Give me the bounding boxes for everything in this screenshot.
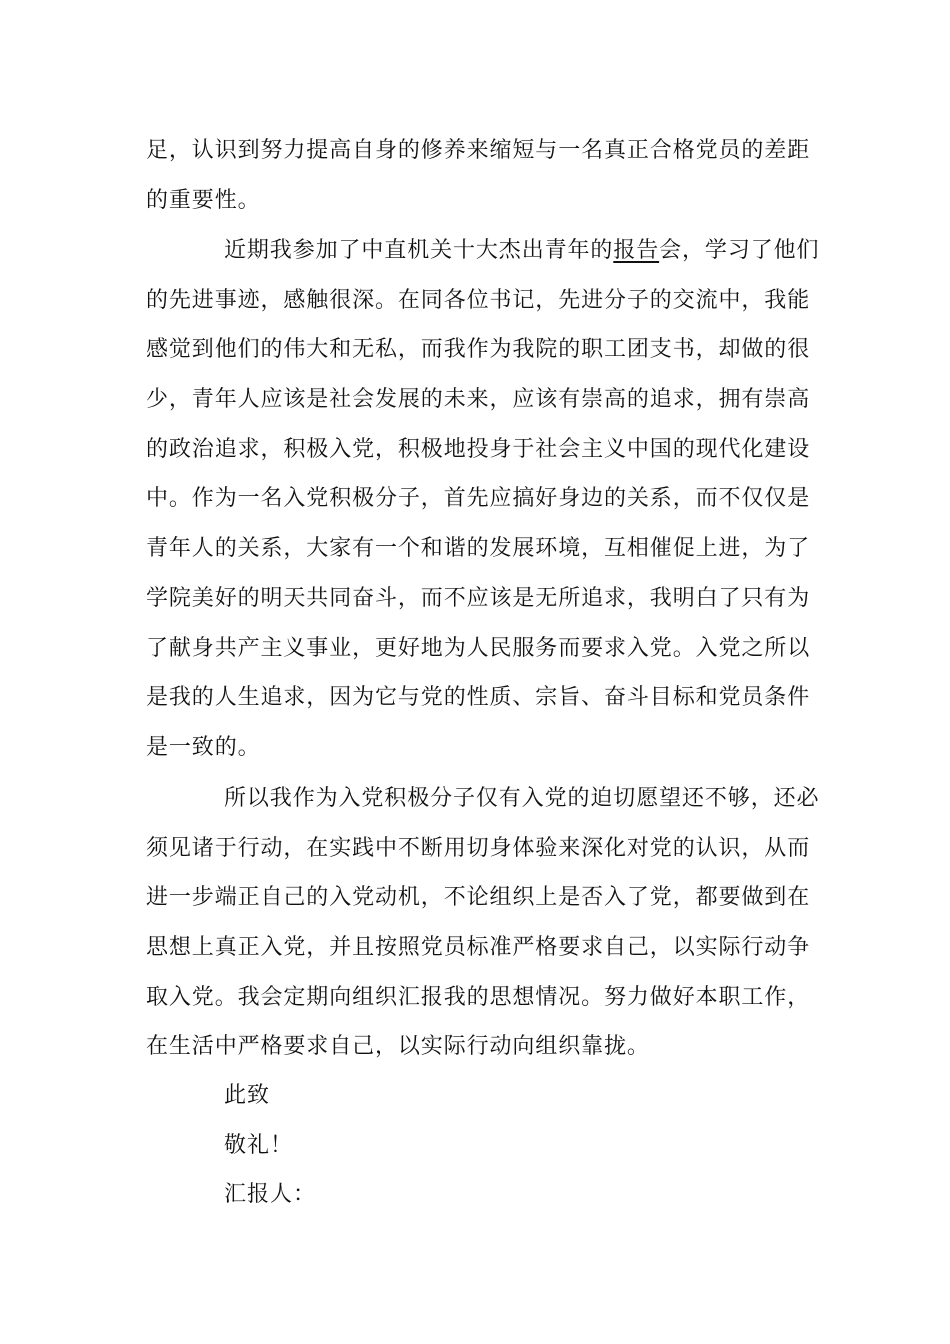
respect-closing: 敬礼！ [224,1132,294,1158]
salutation: 此致 [224,1083,271,1108]
text-line: 的重要性。 [146,187,261,213]
text-line: 取入党。我会定期向组织汇报我的思想情况。努力做好本职工作， [146,984,811,1010]
paragraph-action [146,774,820,1072]
underlined-word: 报告 [613,238,660,263]
text-line: 须见诸于行动，在实践中不断用切身体验来深化对党的认识，从而 [146,835,811,861]
paragraph-continuation [146,126,811,225]
text-segment: 会，学习了他们 [659,238,820,263]
text-segment: 近期我参加了中直机关十大杰出青年的 [224,238,614,263]
reporter-signature-label: 汇报人： [224,1182,317,1208]
text-line: 感觉到他们的伟大和无私，而我作为我院的职工团支书，却做的很 [146,337,811,363]
text-line: 学院美好的明天共同奋斗，而不应该是无所追求，我明白了只有为 [146,585,811,611]
text-line: 思想上真正入党，并且按照党员标准严格要求自己，以实际行动争 [146,935,811,961]
paragraph-report-meeting [146,226,820,773]
text-line: 的先进事迹，感触很深。在同各位书记，先进分子的交流中，我能 [146,287,811,313]
letter-closing [224,1071,316,1220]
text-line: 青年人的关系，大家有一个和谐的发展环境，互相催促上进，为了 [146,536,811,562]
text-line: 少，青年人应该是社会发展的未来，应该有崇高的追求，拥有崇高 [146,387,811,413]
text-line: 是一致的。 [146,734,261,760]
text-line: 进一步端正自己的入党动机，不论组织上是否入了党，都要做到在 [146,885,811,911]
text-line: 的政治追求，积极入党，积极地投身于社会主义中国的现代化建设 [146,436,811,462]
text-line-first: 所以我作为入党积极分子仅有入党的迫切愿望还不够，还必 [224,786,820,811]
text-line: 在生活中严格要求自己，以实际行动向组织靠拢。 [146,1034,650,1060]
text-line: 了献身共产主义事业，更好地为人民服务而要求入党。入党之所以 [146,635,811,661]
text-line: 是我的人生追求，因为它与党的性质、宗旨、奋斗目标和党员条件 [146,685,811,711]
text-line-first [146,226,820,276]
text-line: 足，认识到努力提高自身的修养来缩短与一名真正合格党员的差距 [146,138,811,163]
text-line: 中。作为一名入党积极分子，首先应搞好身边的关系，而不仅仅是 [146,486,811,512]
